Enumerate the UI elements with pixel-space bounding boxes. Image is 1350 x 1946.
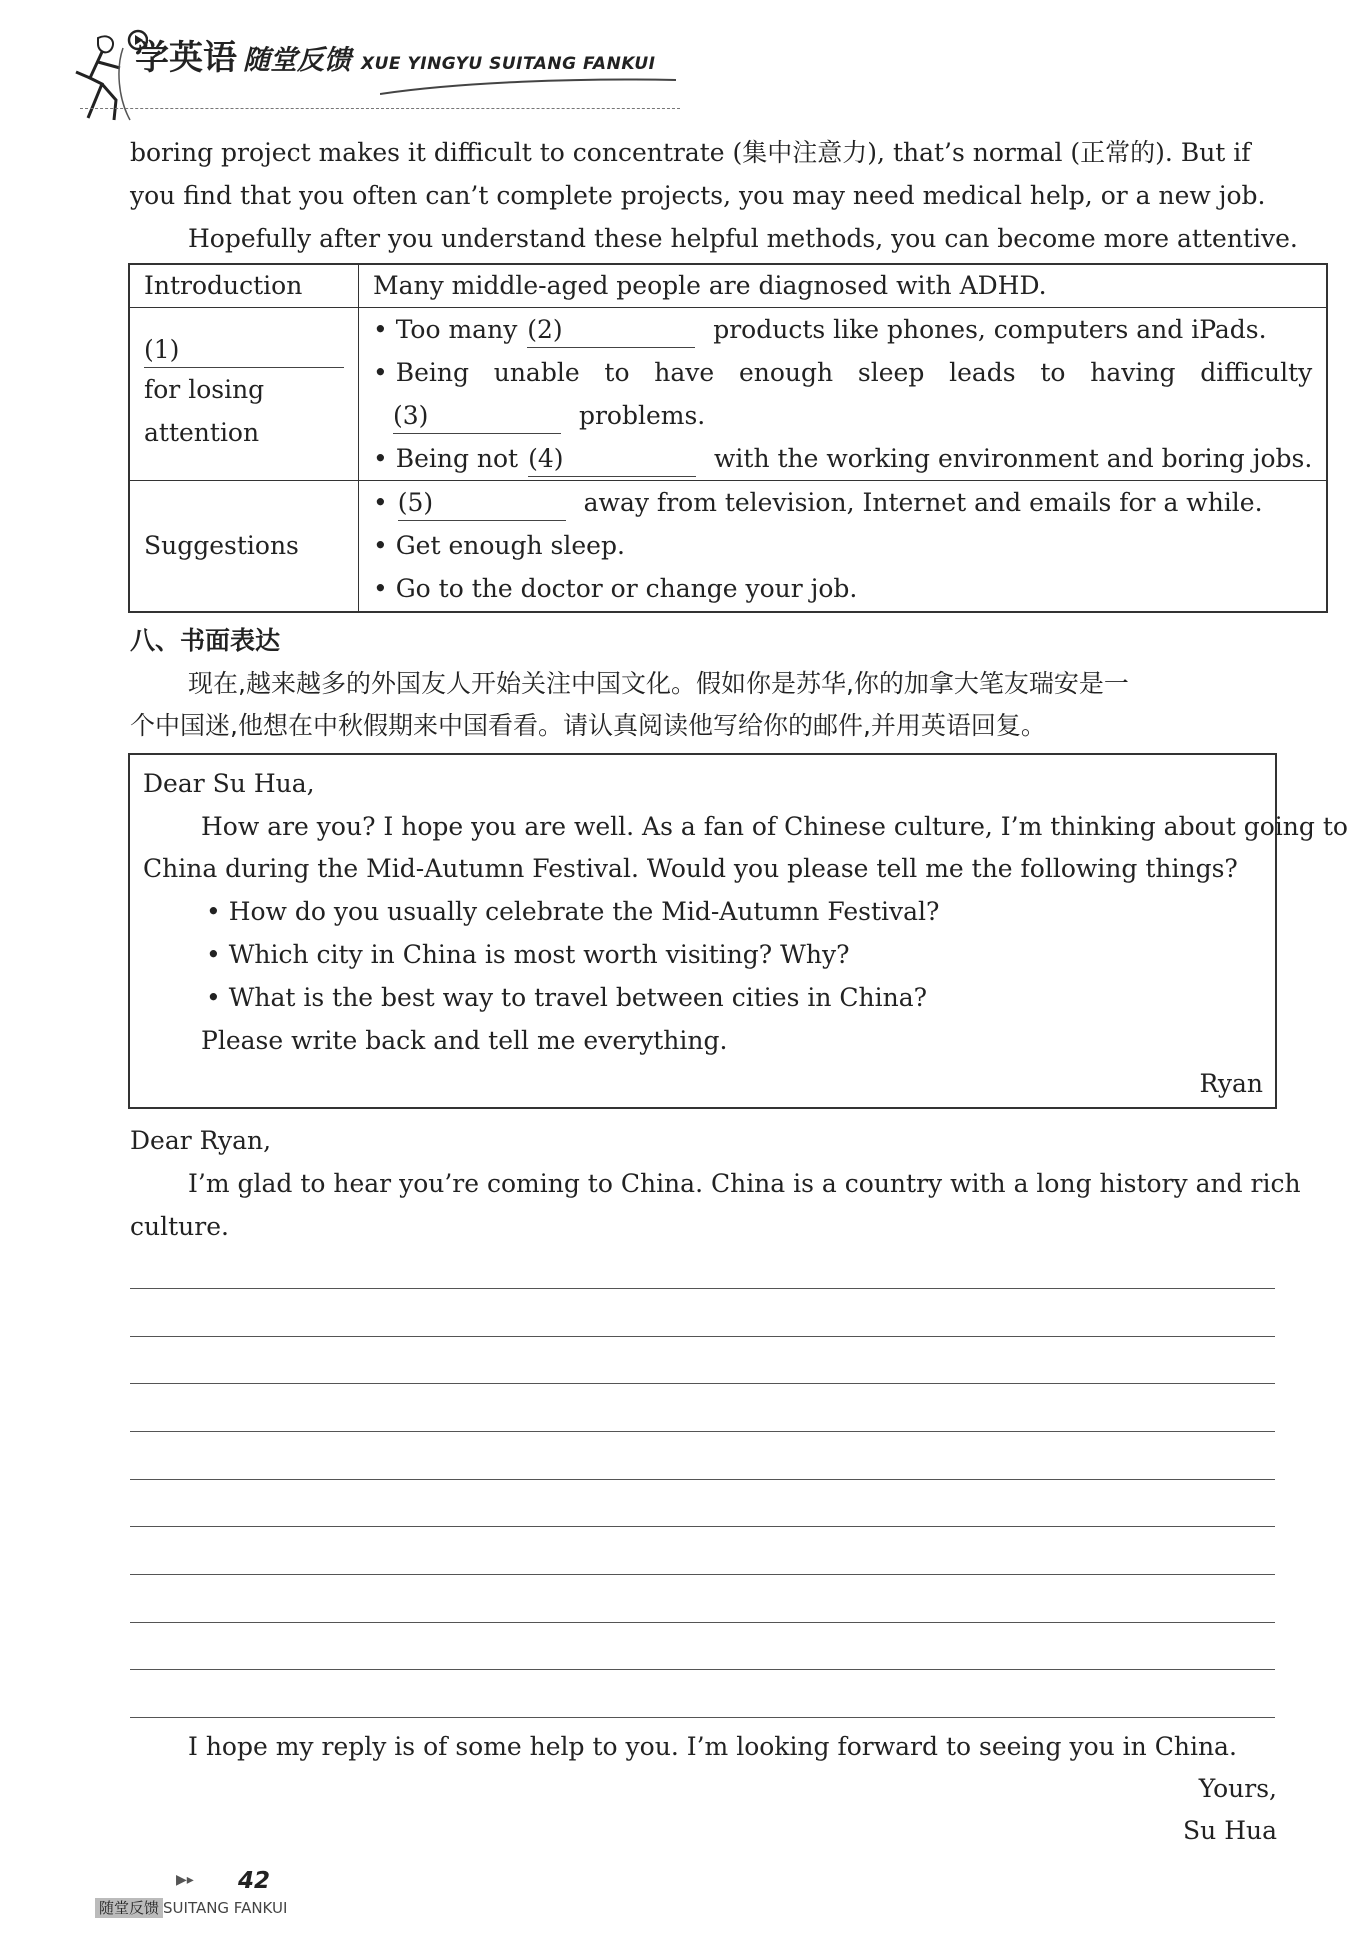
reply-start-line-2: culture. xyxy=(130,1212,229,1241)
table-row-introduction xyxy=(129,264,1327,307)
reply-valediction: Yours, xyxy=(1198,1774,1277,1803)
reply-end-line: I hope my reply is of some help to you. I’m looking forward to seeing you in China. xyxy=(188,1732,1237,1761)
reason-2-word: difficulty xyxy=(1200,357,1313,387)
instruction-line-1: 现在,越来越多的外国友人开始关注中国文化。假如你是苏华,你的加拿大笔友瑞安是一 xyxy=(188,669,1129,698)
footer-tag-cn: 随堂反馈 xyxy=(95,1898,163,1918)
row-label-reasons-line1: for losing xyxy=(144,375,265,404)
passage-line-3: Hopefully after you understand these helpful methods, you can become more attentive. xyxy=(188,224,1298,253)
answer-writing-line[interactable] xyxy=(130,1717,1275,1718)
reason-2-word: to xyxy=(604,357,630,387)
reason-bullet-3 xyxy=(373,437,1312,480)
reason-2-word: unable xyxy=(493,357,580,387)
answer-writing-line[interactable] xyxy=(130,1479,1275,1480)
email-box xyxy=(128,753,1348,1109)
reason-2-word: to xyxy=(1040,357,1066,387)
email-paragraph-line-1: How are you? I hope you are well. As a fan of Chinese culture, I’m thinking about going to xyxy=(201,812,1348,841)
email-closing: Please write back and tell me everything. xyxy=(201,1026,728,1055)
page-number: 42 xyxy=(238,1868,271,1894)
answer-blank-2[interactable] xyxy=(527,313,695,348)
answer-writing-line[interactable] xyxy=(130,1574,1275,1575)
table-row-suggestions xyxy=(129,480,1327,612)
suggestion-bullet-2: • Get enough sleep. xyxy=(373,531,625,561)
row-content-reasons xyxy=(359,307,1328,480)
reply-name: Su Hua xyxy=(1183,1816,1277,1845)
reason-2-word: have xyxy=(654,357,715,387)
row-content-introduction: Many middle-aged people are diagnosed with ADHD. xyxy=(359,264,1328,307)
email-question-1: • How do you usually celebrate the Mid-Autumn Festival? xyxy=(206,897,940,926)
blank-4-number: (4) xyxy=(528,443,564,473)
blank-2-number: (2) xyxy=(527,314,563,344)
suggestion-1-bullet: • xyxy=(373,488,388,518)
answer-writing-line[interactable] xyxy=(130,1622,1275,1623)
reason-2-word: enough xyxy=(738,357,834,387)
answer-writing-line[interactable] xyxy=(130,1431,1275,1432)
email-signature: Ryan xyxy=(1199,1069,1263,1098)
row-label-introduction: Introduction xyxy=(129,264,359,307)
section-title: 八、书面表达 xyxy=(130,626,281,655)
suggestion-1-text: away from television, Internet and emails for a while. xyxy=(583,488,1263,518)
answer-writing-line[interactable] xyxy=(130,1669,1275,1670)
header-rule xyxy=(80,108,680,109)
footer-tag xyxy=(95,1897,287,1918)
answer-writing-line[interactable] xyxy=(130,1336,1275,1337)
blank-3-number: (3) xyxy=(393,400,429,430)
row-label-suggestions: Suggestions xyxy=(129,480,359,612)
header-pinyin: XUE YINGYU SUITANG FANKUI xyxy=(361,54,656,74)
reply-greeting: Dear Ryan, xyxy=(130,1126,272,1155)
answer-blank-1[interactable] xyxy=(144,333,344,368)
outline-table xyxy=(128,263,1328,613)
reason-3-text-a: • Being not xyxy=(373,443,519,473)
answer-writing-line[interactable] xyxy=(130,1383,1275,1384)
reply-start-line-1: I’m glad to hear you’re coming to China. China is a country with a long history and rich xyxy=(188,1169,1301,1198)
answer-blank-5[interactable] xyxy=(398,486,566,521)
reason-bullet-2-line2 xyxy=(373,394,1312,437)
email-question-2: • Which city in China is most worth visiting? Why? xyxy=(206,940,850,969)
row-label-reasons xyxy=(129,307,359,480)
reason-bullet-2-line1 xyxy=(373,351,1312,394)
blank-5-number: (5) xyxy=(397,488,434,518)
reason-1-text-b: products like phones, computers and iPads. xyxy=(713,314,1267,344)
footer-arrow-icon: ▶▸ xyxy=(176,1872,194,1888)
table-row-reasons xyxy=(129,307,1327,480)
header-swoosh xyxy=(380,72,680,102)
reason-1-text-a: • Too many xyxy=(373,314,518,344)
reason-2-word: having xyxy=(1090,357,1176,387)
suggestion-bullet-3: • Go to the doctor or change your job. xyxy=(373,574,858,604)
header-title-main: 学英语 xyxy=(135,38,237,78)
suggestion-bullet-1 xyxy=(373,481,1312,524)
instruction-line-2: 个中国迷,他想在中秋假期来中国看看。请认真阅读他写给你的邮件,并用英语回复。 xyxy=(130,711,1046,740)
reason-2-word: sleep xyxy=(857,357,925,387)
reason-3-text-b: with the working environment and boring jobs. xyxy=(714,443,1313,473)
answer-writing-line[interactable] xyxy=(130,1526,1275,1527)
passage-line-2: you find that you often can’t complete projects, you may need medical help, or a new job. xyxy=(130,181,1266,210)
email-paragraph-line-2: China during the Mid-Autumn Festival. Would you please tell me the following things? xyxy=(143,854,1238,883)
email-question-3: • What is the best way to travel between cities in China? xyxy=(206,983,928,1012)
passage-line-1: boring project makes it difficult to concentrate (集中注意力), that’s normal (正常的). But if xyxy=(130,138,1251,167)
row-content-suggestions xyxy=(359,480,1328,612)
reason-bullet-1 xyxy=(373,308,1312,351)
reason-2-word: leads xyxy=(949,357,1016,387)
reason-2-word: • Being xyxy=(373,357,469,387)
footer-tag-en: SUITANG FANKUI xyxy=(163,1899,288,1917)
answer-blank-3[interactable] xyxy=(393,399,561,434)
reason-2-text-b: problems. xyxy=(578,400,706,430)
answer-blank-4[interactable] xyxy=(528,442,696,477)
answer-writing-line[interactable] xyxy=(130,1288,1275,1289)
email-greeting: Dear Su Hua, xyxy=(143,769,315,798)
blank-1-number: (1) xyxy=(144,335,180,364)
row-label-reasons-line2: attention xyxy=(144,418,260,447)
header-title-sub: 随堂反馈 xyxy=(243,45,351,76)
